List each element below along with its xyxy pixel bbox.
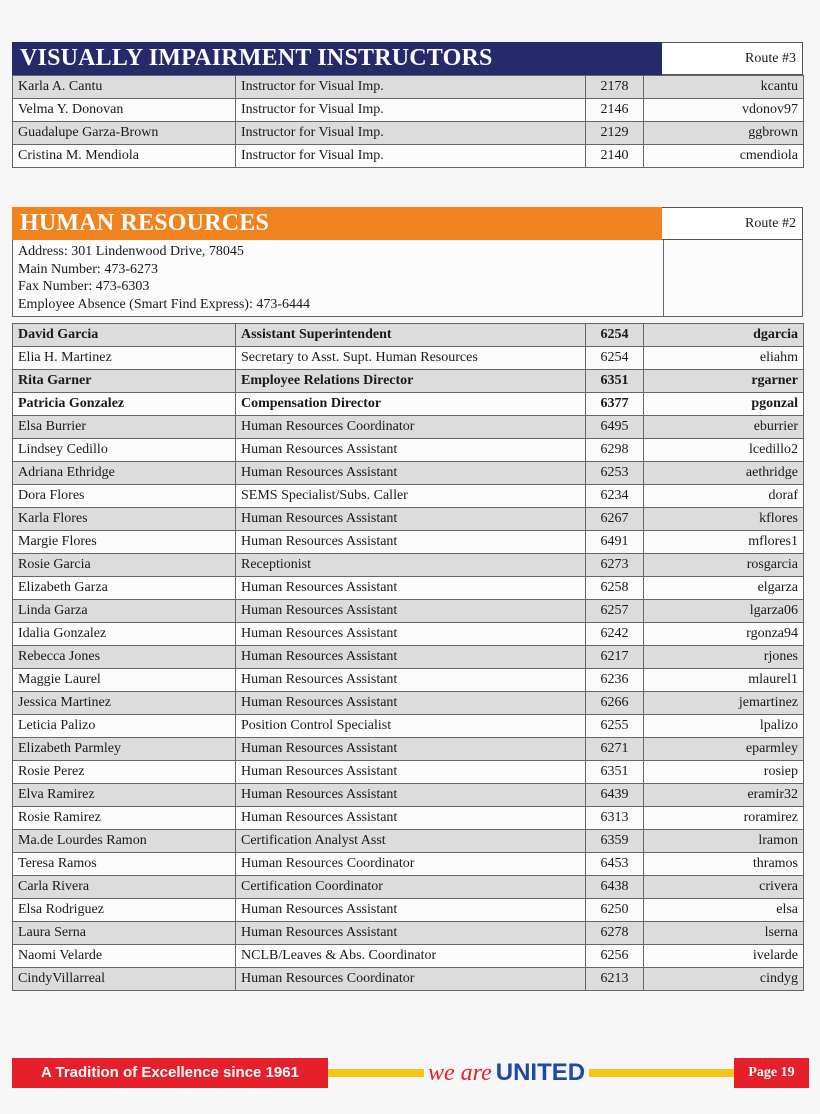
table-row xyxy=(13,554,804,577)
job-title: Human Resources Assistant xyxy=(236,899,586,922)
employee-name: Cristina M. Mendiola xyxy=(13,145,236,168)
job-title: SEMS Specialist/Subs. Caller xyxy=(236,485,586,508)
table-row xyxy=(13,968,804,991)
extension: 6257 xyxy=(586,600,644,623)
job-title: Human Resources Coordinator xyxy=(236,968,586,991)
table-row xyxy=(13,485,804,508)
job-title: Instructor for Visual Imp. xyxy=(236,99,586,122)
email-id: roramirez xyxy=(644,807,804,830)
employee-name: CindyVillarreal xyxy=(13,968,236,991)
email-id: eburrier xyxy=(644,416,804,439)
email-id: kcantu xyxy=(644,76,804,99)
table-row xyxy=(13,347,804,370)
table-row xyxy=(13,761,804,784)
vi-route: Route #3 xyxy=(662,42,803,75)
table-row xyxy=(13,416,804,439)
job-title: Instructor for Visual Imp. xyxy=(236,145,586,168)
table-row xyxy=(13,439,804,462)
employee-name: Jessica Martinez xyxy=(13,692,236,715)
email-id: thramos xyxy=(644,853,804,876)
employee-name: Elia H. Martinez xyxy=(13,347,236,370)
job-title: Human Resources Assistant xyxy=(236,623,586,646)
extension: 6439 xyxy=(586,784,644,807)
vi-section xyxy=(12,42,803,168)
job-title: Human Resources Assistant xyxy=(236,462,586,485)
table-row xyxy=(13,669,804,692)
employee-name: Leticia Palizo xyxy=(13,715,236,738)
email-id: eliahm xyxy=(644,347,804,370)
hr-main-number: Main Number: 473-6273 xyxy=(18,261,158,277)
job-title: Secretary to Asst. Supt. Human Resources xyxy=(236,347,586,370)
extension: 6242 xyxy=(586,623,644,646)
footer-tagline: A Tradition of Excellence since 1961 xyxy=(12,1058,328,1088)
email-id: rgonza94 xyxy=(644,623,804,646)
extension: 6313 xyxy=(586,807,644,830)
email-id: elgarza xyxy=(644,577,804,600)
table-row xyxy=(13,784,804,807)
extension: 6213 xyxy=(586,968,644,991)
extension: 6351 xyxy=(586,761,644,784)
vi-table xyxy=(12,75,804,168)
job-title: Position Control Specialist xyxy=(236,715,586,738)
employee-name: Patricia Gonzalez xyxy=(13,393,236,416)
employee-name: Karla Flores xyxy=(13,508,236,531)
table-row xyxy=(13,393,804,416)
extension: 6298 xyxy=(586,439,644,462)
employee-name: Laura Serna xyxy=(13,922,236,945)
job-title: Human Resources Assistant xyxy=(236,738,586,761)
table-row xyxy=(13,715,804,738)
extension: 6359 xyxy=(586,830,644,853)
email-id: rgarner xyxy=(644,370,804,393)
job-title: Human Resources Assistant xyxy=(236,692,586,715)
extension: 6253 xyxy=(586,462,644,485)
email-id: elsa xyxy=(644,899,804,922)
extension: 6255 xyxy=(586,715,644,738)
email-id: mlaurel1 xyxy=(644,669,804,692)
job-title: Instructor for Visual Imp. xyxy=(236,76,586,99)
hr-absence-number: Employee Absence (Smart Find Express): 473-6444 xyxy=(18,296,311,312)
table-row xyxy=(13,945,804,968)
job-title: Human Resources Assistant xyxy=(236,807,586,830)
email-id: cmendiola xyxy=(644,145,804,168)
email-id: lpalizo xyxy=(644,715,804,738)
job-title: Certification Coordinator xyxy=(236,876,586,899)
employee-name: Guadalupe Garza-Brown xyxy=(13,122,236,145)
table-row xyxy=(13,600,804,623)
extension: 2140 xyxy=(586,145,644,168)
extension: 6273 xyxy=(586,554,644,577)
employee-name: Margie Flores xyxy=(13,531,236,554)
employee-name: David Garcia xyxy=(13,324,236,347)
extension: 6266 xyxy=(586,692,644,715)
table-row xyxy=(13,99,804,122)
employee-name: Elizabeth Parmley xyxy=(13,738,236,761)
extension: 6254 xyxy=(586,324,644,347)
employee-name: Rebecca Jones xyxy=(13,646,236,669)
email-id: lserna xyxy=(644,922,804,945)
hr-title: HUMAN RESOURCES xyxy=(12,207,662,240)
job-title: Human Resources Assistant xyxy=(236,646,586,669)
table-row xyxy=(13,853,804,876)
extension: 6351 xyxy=(586,370,644,393)
employee-name: Ma.de Lourdes Ramon xyxy=(13,830,236,853)
vi-title: VISUALLY IMPAIRMENT INSTRUCTORS xyxy=(12,42,662,75)
extension: 2178 xyxy=(586,76,644,99)
extension: 6250 xyxy=(586,899,644,922)
extension: 6377 xyxy=(586,393,644,416)
hr-address-box xyxy=(12,240,803,317)
job-title: Human Resources Assistant xyxy=(236,669,586,692)
job-title: Human Resources Coordinator xyxy=(236,416,586,439)
hr-table xyxy=(12,323,804,991)
employee-name: Maggie Laurel xyxy=(13,669,236,692)
employee-name: Linda Garza xyxy=(13,600,236,623)
employee-name: Naomi Velarde xyxy=(13,945,236,968)
table-row xyxy=(13,145,804,168)
job-title: Compensation Director xyxy=(236,393,586,416)
employee-name: Lindsey Cedillo xyxy=(13,439,236,462)
table-row xyxy=(13,830,804,853)
email-id: mflores1 xyxy=(644,531,804,554)
email-id: rosgarcia xyxy=(644,554,804,577)
extension: 6267 xyxy=(586,508,644,531)
extension: 6495 xyxy=(586,416,644,439)
job-title: Human Resources Assistant xyxy=(236,577,586,600)
table-row xyxy=(13,807,804,830)
job-title: Human Resources Assistant xyxy=(236,600,586,623)
table-row xyxy=(13,646,804,669)
extension: 6236 xyxy=(586,669,644,692)
employee-name: Adriana Ethridge xyxy=(13,462,236,485)
extension: 6254 xyxy=(586,347,644,370)
employee-name: Velma Y. Donovan xyxy=(13,99,236,122)
email-id: lramon xyxy=(644,830,804,853)
page-number: Page 19 xyxy=(734,1058,809,1088)
job-title: Human Resources Assistant xyxy=(236,922,586,945)
extension: 6278 xyxy=(586,922,644,945)
hr-address: Address: 301 Lindenwood Drive, 78045 xyxy=(18,244,244,259)
employee-name: Teresa Ramos xyxy=(13,853,236,876)
employee-name: Karla A. Cantu xyxy=(13,76,236,99)
footer xyxy=(12,1058,809,1088)
table-row xyxy=(13,876,804,899)
email-id: aethridge xyxy=(644,462,804,485)
email-id: jemartinez xyxy=(644,692,804,715)
table-row xyxy=(13,76,804,99)
email-id: rjones xyxy=(644,646,804,669)
employee-name: Dora Flores xyxy=(13,485,236,508)
logo-we-are: we are xyxy=(428,1060,492,1086)
employee-name: Carla Rivera xyxy=(13,876,236,899)
email-id: doraf xyxy=(644,485,804,508)
email-id: lgarza06 xyxy=(644,600,804,623)
employee-name: Elsa Burrier xyxy=(13,416,236,439)
hr-fax-number: Fax Number: 473-6303 xyxy=(18,279,150,294)
we-are-united-logo xyxy=(424,1058,589,1088)
table-row xyxy=(13,738,804,761)
job-title: Human Resources Assistant xyxy=(236,508,586,531)
employee-name: Rosie Ramirez xyxy=(13,807,236,830)
extension: 6453 xyxy=(586,853,644,876)
table-row xyxy=(13,623,804,646)
job-title: Human Resources Assistant xyxy=(236,531,586,554)
table-row xyxy=(13,577,804,600)
logo-united: UNITED xyxy=(495,1059,586,1086)
extension: 2129 xyxy=(586,122,644,145)
email-id: lcedillo2 xyxy=(644,439,804,462)
table-row xyxy=(13,122,804,145)
table-row xyxy=(13,531,804,554)
table-row xyxy=(13,899,804,922)
email-id: cindyg xyxy=(644,968,804,991)
extension: 6256 xyxy=(586,945,644,968)
table-row xyxy=(13,922,804,945)
employee-name: Elizabeth Garza xyxy=(13,577,236,600)
extension: 2146 xyxy=(586,99,644,122)
extension: 6258 xyxy=(586,577,644,600)
extension: 6271 xyxy=(586,738,644,761)
email-id: ggbrown xyxy=(644,122,804,145)
employee-name: Idalia Gonzalez xyxy=(13,623,236,646)
hr-section xyxy=(12,207,803,991)
job-title: Certification Analyst Asst xyxy=(236,830,586,853)
job-title: Human Resources Assistant xyxy=(236,784,586,807)
email-id: eramir32 xyxy=(644,784,804,807)
email-id: vdonov97 xyxy=(644,99,804,122)
email-id: rosiep xyxy=(644,761,804,784)
email-id: crivera xyxy=(644,876,804,899)
table-row xyxy=(13,324,804,347)
employee-name: Rosie Perez xyxy=(13,761,236,784)
job-title: Human Resources Assistant xyxy=(236,761,586,784)
vi-header xyxy=(12,42,803,75)
employee-name: Rita Garner xyxy=(13,370,236,393)
email-id: kflores xyxy=(644,508,804,531)
email-id: ivelarde xyxy=(644,945,804,968)
extension: 6491 xyxy=(586,531,644,554)
extension: 6234 xyxy=(586,485,644,508)
job-title: Receptionist xyxy=(236,554,586,577)
job-title: Human Resources Coordinator xyxy=(236,853,586,876)
table-row xyxy=(13,370,804,393)
employee-name: Elsa Rodriguez xyxy=(13,899,236,922)
hr-address-lines xyxy=(13,240,664,316)
job-title: Human Resources Assistant xyxy=(236,439,586,462)
table-row xyxy=(13,462,804,485)
email-id: eparmley xyxy=(644,738,804,761)
table-row xyxy=(13,508,804,531)
employee-name: Rosie Garcia xyxy=(13,554,236,577)
email-id: pgonzal xyxy=(644,393,804,416)
job-title: Employee Relations Director xyxy=(236,370,586,393)
hr-header xyxy=(12,207,803,240)
extension: 6438 xyxy=(586,876,644,899)
job-title: Assistant Superintendent xyxy=(236,324,586,347)
extension: 6217 xyxy=(586,646,644,669)
job-title: NCLB/Leaves & Abs. Coordinator xyxy=(236,945,586,968)
job-title: Instructor for Visual Imp. xyxy=(236,122,586,145)
email-id: dgarcia xyxy=(644,324,804,347)
hr-route: Route #2 xyxy=(662,207,803,240)
employee-name: Elva Ramirez xyxy=(13,784,236,807)
table-row xyxy=(13,692,804,715)
